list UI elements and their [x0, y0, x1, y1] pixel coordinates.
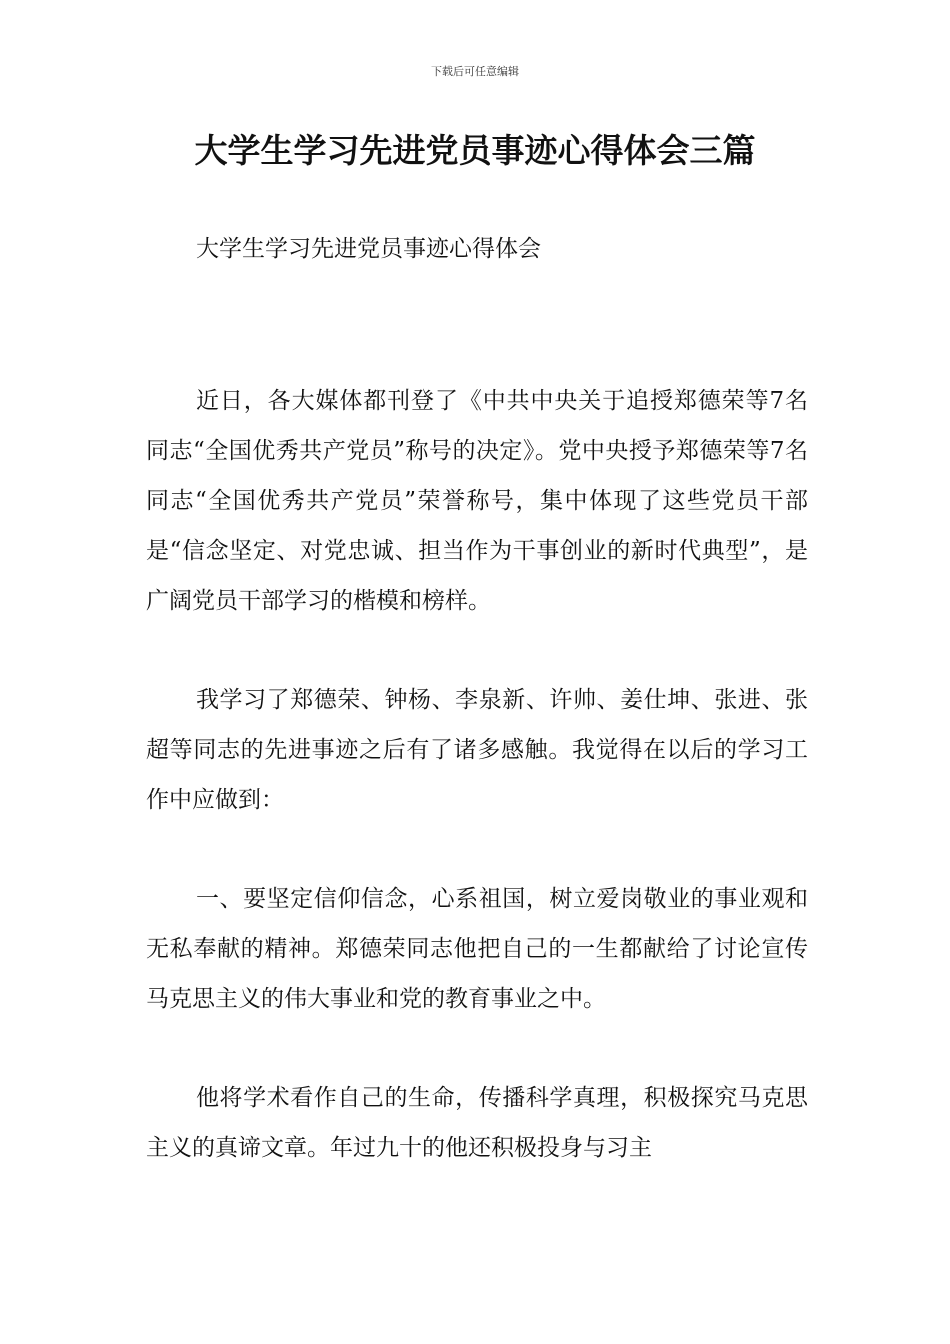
- paragraph: 他将学术看作自己的生命，传播科学真理，积极探究马克思主义的真谛文章。年过九十的他还积极投身与习主: [146, 1085, 808, 1161]
- document-title: 大学生学习先进党员事迹心得体会三篇: [194, 131, 756, 170]
- header-note: 下载后可任意编辑: [431, 65, 519, 78]
- document-subtitle: 大学生学习先进党员事迹心得体会: [196, 236, 541, 262]
- paragraph: 一、要坚定信仰信念，心系祖国，树立爱岗敬业的事业观和无私奉献的精神。郑德荣同志他把自己的一生都献给了讨论宣传马克思主义的伟大事业和党的教育事业之中。: [146, 886, 808, 1012]
- paragraph: 近日，各大媒体都刊登了《中共中央关于追授郑德荣等7名同志“全国优秀共产党员”称号的决定》。党中央授予郑德荣等7名同志“全国优秀共产党员”荣誉称号，集中体现了这些党员干部是“信念坚定、对党忠诚、担当作为干事创业的新时代典型”，是广阔党员干部学习的楷模和榜样。: [146, 388, 808, 614]
- paragraph: 我学习了郑德荣、钟杨、李泉新、许帅、姜仕坤、张进、张超等同志的先进事迹之后有了诸多感触。我觉得在以后的学习工作中应做到：: [146, 687, 808, 813]
- document-body: [146, 376, 808, 1222]
